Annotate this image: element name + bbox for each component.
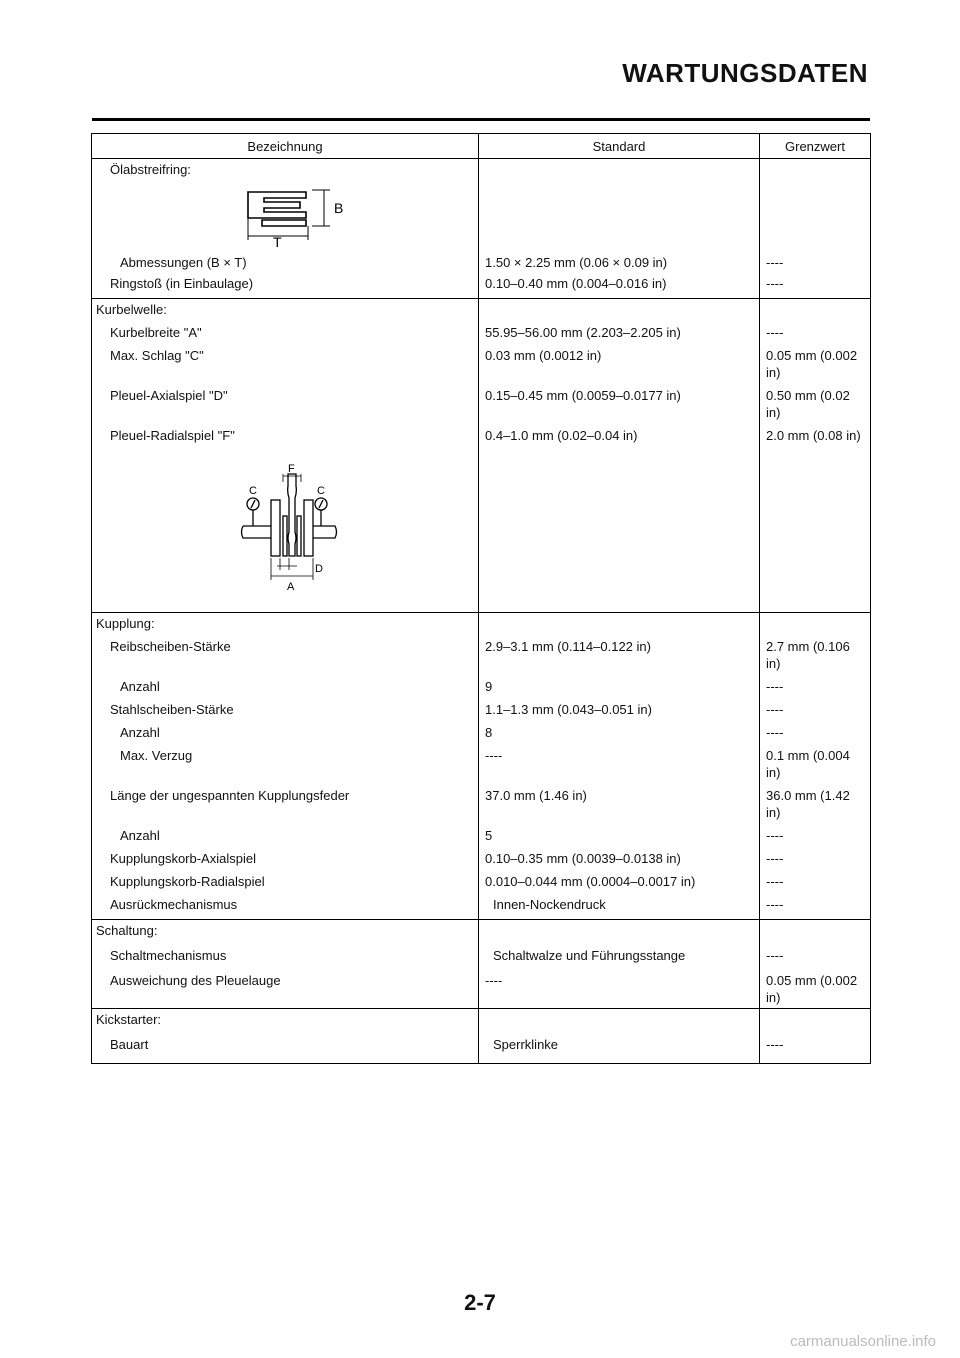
table-row	[92, 966, 871, 1009]
page-number: 2-7	[464, 1290, 496, 1315]
row-name: Abmessungen (B × T)	[92, 252, 479, 273]
row-limit: 0.50 mm (0.02 in)	[760, 383, 871, 423]
fig-label-a: A	[287, 581, 295, 593]
row-standard: 1.1–1.3 mm (0.043–0.051 in)	[479, 697, 760, 720]
row-standard: 0.4–1.0 mm (0.02–0.04 in)	[479, 423, 760, 446]
fig-label-t: T	[273, 234, 282, 248]
row-standard: 0.10–0.40 mm (0.004–0.016 in)	[479, 273, 760, 299]
table-row	[92, 634, 871, 674]
table-row	[92, 783, 871, 823]
row-standard: 0.010–0.044 mm (0.0004–0.0017 in)	[479, 869, 760, 892]
row-name: Max. Schlag "C"	[92, 343, 479, 383]
header-grenzwert: Grenzwert	[760, 134, 871, 159]
fig-label-f: F	[288, 463, 295, 475]
row-standard: 8	[479, 720, 760, 743]
header-standard: Standard	[479, 134, 760, 159]
row-name: Pleuel-Axialspiel "D"	[92, 383, 479, 423]
row-name: Reibscheiben-Stärke	[92, 634, 479, 674]
table-row	[92, 343, 871, 383]
table-row	[92, 1030, 871, 1064]
row-name: Pleuel-Radialspiel "F"	[92, 423, 479, 446]
table-row	[92, 383, 871, 423]
row-standard: ----	[479, 966, 760, 1009]
row-standard: ----	[479, 743, 760, 783]
section-kickstarter	[92, 1009, 871, 1031]
table-row	[92, 674, 871, 697]
row-limit: 36.0 mm (1.42 in)	[760, 783, 871, 823]
row-limit: ----	[760, 892, 871, 920]
row-name: Anzahl	[92, 674, 479, 697]
row-name: Kupplungskorb-Axialspiel	[92, 846, 479, 869]
section-label: Kurbelwelle:	[92, 299, 479, 321]
oil-ring-diagram	[234, 182, 364, 248]
row-limit: 0.05 mm (0.002 in)	[760, 966, 871, 1009]
row-standard: Schaltwalze und Führungsstange	[479, 941, 760, 966]
row-name: Bauart	[92, 1030, 479, 1064]
row-limit: 2.7 mm (0.106 in)	[760, 634, 871, 674]
section-crankshaft	[92, 299, 871, 321]
row-limit: ----	[760, 720, 871, 743]
section-clutch	[92, 613, 871, 635]
row-standard: 2.9–3.1 mm (0.114–0.122 in)	[479, 634, 760, 674]
row-limit: ----	[760, 846, 871, 869]
table-row	[92, 252, 871, 273]
row-standard: 0.10–0.35 mm (0.0039–0.0138 in)	[479, 846, 760, 869]
fig-label-c-right: C	[317, 485, 325, 497]
section-shift	[92, 920, 871, 942]
section-label: Ölabstreifring:	[92, 159, 479, 181]
table-row	[92, 869, 871, 892]
section-label: Kickstarter:	[92, 1009, 479, 1031]
row-name: Anzahl	[92, 720, 479, 743]
fig-label-c-left: C	[249, 485, 257, 497]
row-limit: ----	[760, 273, 871, 299]
row-limit: ----	[760, 869, 871, 892]
section-label: Kupplung:	[92, 613, 479, 635]
row-limit: ----	[760, 320, 871, 343]
row-limit: ----	[760, 252, 871, 273]
row-limit: ----	[760, 1030, 871, 1064]
table-row	[92, 273, 871, 299]
table-row	[92, 743, 871, 783]
row-limit: 0.05 mm (0.002 in)	[760, 343, 871, 383]
spec-table	[91, 133, 871, 1064]
row-name: Ausweichung des Pleuelauge	[92, 966, 479, 1009]
row-limit: ----	[760, 823, 871, 846]
table-row	[92, 423, 871, 446]
watermark: carmanualsonline.info	[790, 1333, 936, 1350]
row-standard: Innen-Nockendruck	[479, 892, 760, 920]
row-standard: 0.15–0.45 mm (0.0059–0.0177 in)	[479, 383, 760, 423]
row-name: Anzahl	[92, 823, 479, 846]
row-limit: ----	[760, 674, 871, 697]
fig-label-b: B	[334, 200, 344, 216]
row-name: Ringstoß (in Einbaulage)	[92, 273, 479, 299]
row-name: Ausrückmechanismus	[92, 892, 479, 920]
row-standard: 0.03 mm (0.0012 in)	[479, 343, 760, 383]
table-row	[92, 697, 871, 720]
row-name: Max. Verzug	[92, 743, 479, 783]
row-standard: 55.95–56.00 mm (2.203–2.205 in)	[479, 320, 760, 343]
table-header-row	[92, 134, 871, 159]
row-standard: 9	[479, 674, 760, 697]
row-limit: 2.0 mm (0.08 in)	[760, 423, 871, 446]
row-name: Schaltmechanismus	[92, 941, 479, 966]
crankshaft-diagram	[237, 462, 347, 602]
table-row	[92, 892, 871, 920]
row-standard: 1.50 × 2.25 mm (0.06 × 0.09 in)	[479, 252, 760, 273]
header-bezeichnung: Bezeichnung	[92, 134, 479, 159]
row-name: Länge der ungespannten Kupplungsfeder	[92, 783, 479, 823]
table-row	[92, 846, 871, 869]
row-limit: 0.1 mm (0.004 in)	[760, 743, 871, 783]
section-label: Schaltung:	[92, 920, 479, 942]
table-row	[92, 941, 871, 966]
page-title: WARTUNGSDATEN	[622, 58, 868, 88]
row-name: Kupplungskorb-Radialspiel	[92, 869, 479, 892]
section-oil-ring	[92, 159, 871, 181]
table-row	[92, 320, 871, 343]
crankshaft-figure-row	[92, 446, 871, 613]
fig-label-d: D	[315, 563, 323, 575]
title-rule	[92, 118, 870, 121]
row-limit: ----	[760, 697, 871, 720]
row-standard: 5	[479, 823, 760, 846]
row-limit: ----	[760, 941, 871, 966]
row-standard: Sperrklinke	[479, 1030, 760, 1064]
row-standard: 37.0 mm (1.46 in)	[479, 783, 760, 823]
row-name: Kurbelbreite "A"	[92, 320, 479, 343]
oil-ring-figure-row	[92, 180, 871, 252]
table-row	[92, 823, 871, 846]
table-row	[92, 720, 871, 743]
row-name: Stahlscheiben-Stärke	[92, 697, 479, 720]
